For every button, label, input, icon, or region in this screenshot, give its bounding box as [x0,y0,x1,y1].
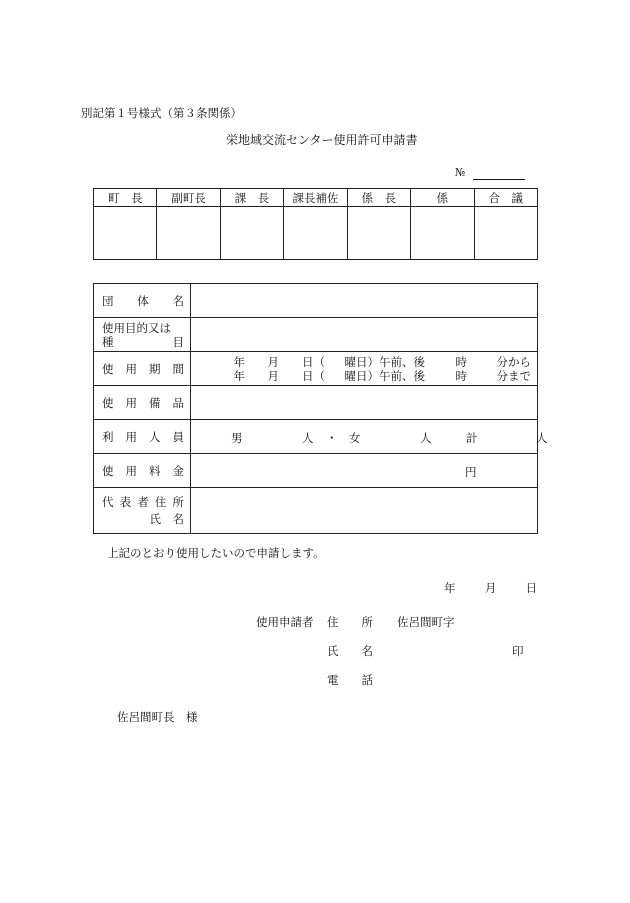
applicant-phone-label: 電 話 [327,673,373,687]
approval-stamp-cell[interactable] [284,207,347,260]
page-title: 栄地域交流センター使用許可申請書 [226,133,418,147]
group-name-label: 団 体 名 [94,284,191,318]
applicant-address-value[interactable]: 佐呂間町字 [397,615,455,629]
equipment-label: 使 用 備 品 [94,386,191,420]
applicant-label: 使用申請者 [256,615,314,629]
applicant-address-label: 住 所 [327,615,373,629]
fee-label: 使 用 料 金 [94,454,191,488]
purpose-field[interactable] [191,318,538,352]
approval-stamp-cell[interactable] [411,207,474,260]
fee-unit: 円 [465,465,477,479]
approval-stamp-cell[interactable] [220,207,283,260]
approval-header-assistant-chief: 課長補佐 [284,189,347,207]
period-field[interactable] [191,352,538,386]
approval-header-consultation: 合 議 [474,189,537,207]
period-label: 使 用 期 間 [94,352,191,386]
equipment-field[interactable] [191,386,538,420]
approval-header-unit-chief: 係 長 [347,189,410,207]
approval-stamp-cell[interactable] [347,207,410,260]
application-date[interactable] [444,580,537,596]
period-start-line: 年 月 日（ 曜日）午前、後 時 分から [233,354,531,369]
users-label: 利 用 人 員 [94,420,191,454]
date-month: 月 [484,581,497,595]
users-male-label: 男 [231,431,243,445]
applicant-name-label: 氏 名 [327,644,373,658]
seal-mark: 印 [512,644,524,658]
representative-label: 代 表 者 住 所 氏 名 [94,488,191,534]
approval-header-staff: 係 [411,189,474,207]
form-reference: 別記第１号様式（第３条関係） [81,106,242,120]
fee-field[interactable] [191,454,538,488]
period-end-line: 年 月 日（ 曜日）午前、後 時 分まで [233,368,531,383]
addressee: 佐呂間町長 様 [117,710,198,724]
approval-stamp-cell[interactable] [474,207,537,260]
users-field[interactable] [191,420,548,454]
application-statement: 上記のとおり使用したいので申請します。 [107,546,325,560]
application-form-table [93,283,548,534]
date-day: 日 [525,581,538,595]
users-unit: 人 [302,431,314,445]
users-total-label: 計 [466,431,478,445]
approval-stamp-cell[interactable] [94,207,157,260]
representative-field[interactable] [191,488,538,534]
approval-header-section-chief: 課 長 [220,189,283,207]
users-female-label: 女 [349,431,361,445]
purpose-label: 使用目的又は 種 目 [94,318,191,352]
group-name-field[interactable] [191,284,538,318]
users-unit: 人 [536,431,548,445]
date-year: 年 [444,581,456,595]
approval-header-deputy-mayor: 副町長 [157,189,220,207]
number-label: № [455,166,466,179]
approval-header-mayor: 町 長 [94,189,157,207]
number-field-line[interactable] [473,179,525,180]
users-unit: 人 [420,431,432,445]
approval-table [93,188,538,260]
users-separator: ・ [326,431,338,445]
approval-stamp-cell[interactable] [157,207,220,260]
